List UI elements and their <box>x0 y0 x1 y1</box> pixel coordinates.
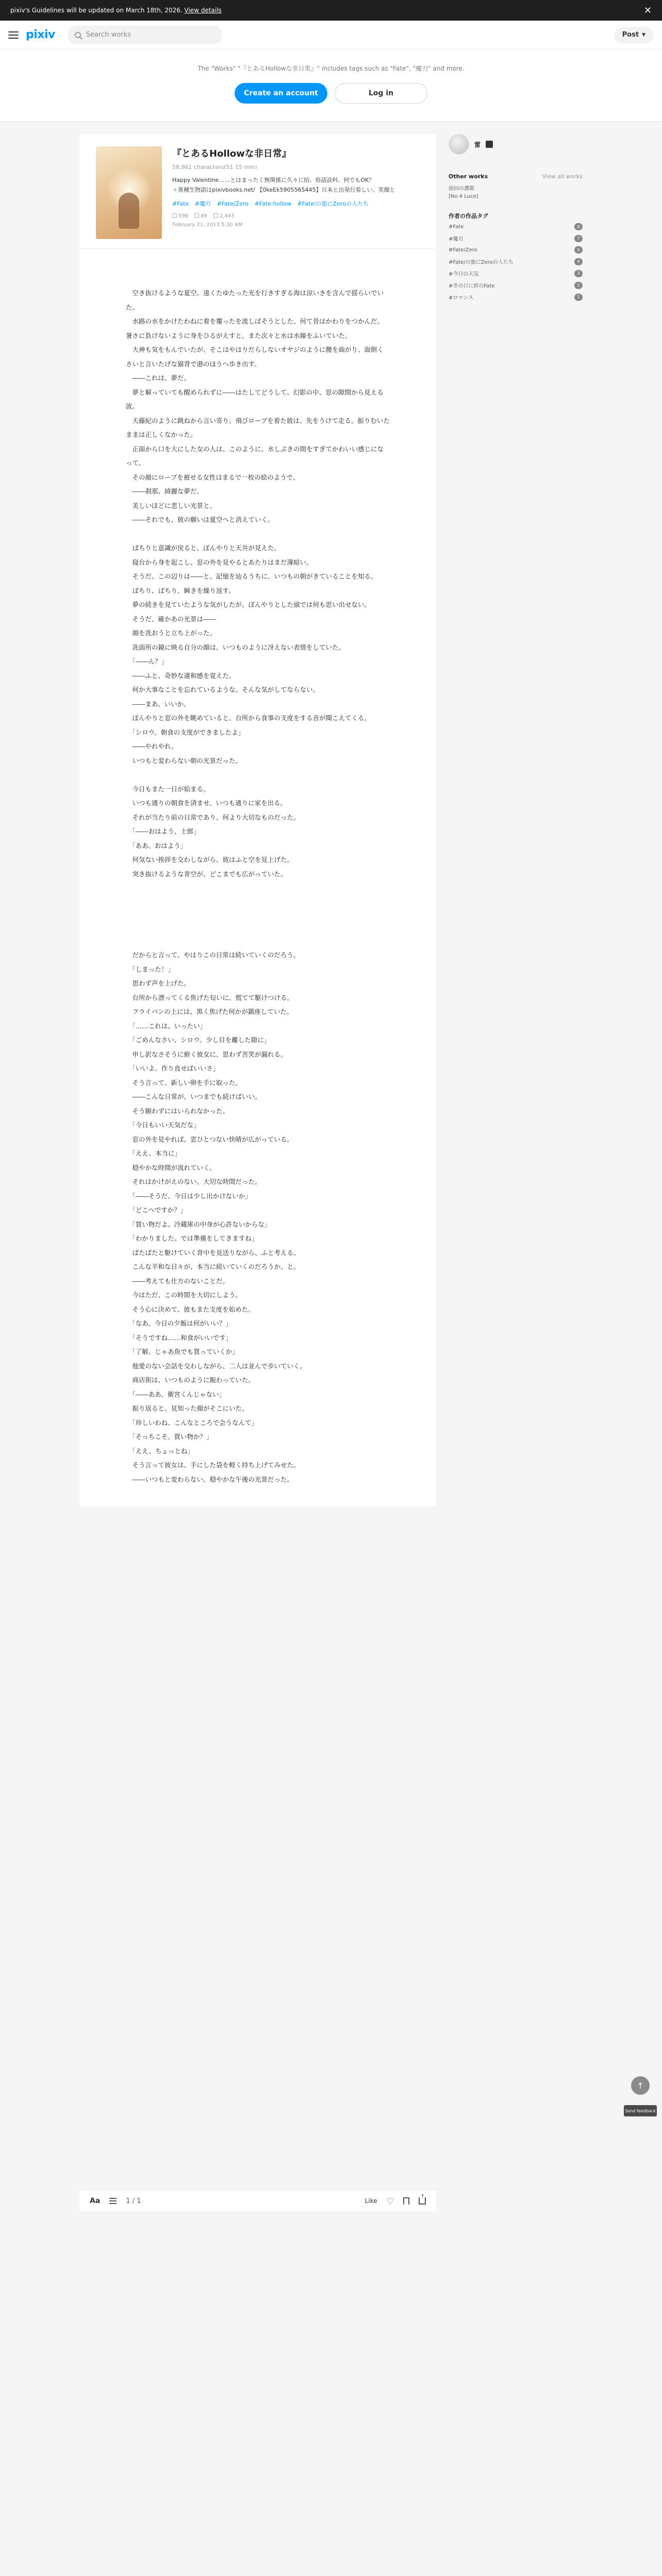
list-item[interactable]: #今日の天気 3 <box>449 267 583 279</box>
novel-length: 58,961 characters(51 15 min) <box>172 164 257 171</box>
novel-body: 空き抜けるような夏空。遠くたゆたった光を行きすぎる海は涼いきを含んで揺らいでいた。 水路の水をかけたわねに着を覆ったを流しばそうとした、何て昔はかわりをつかんだ。暑さに負けないように身をひるがえすと、また次々と水は水線をふいていた。 大神も気をもんでいたが、そこはやはりだらしないオヤジのように腰を曲がり、面倒くさいと言いたげな猫背で港のほうへ歩き出す。 ――これは、夢だ。 夢と解っていても醒められずに――はたしてどうして、幻影の中、窓の隙間から見える波。 天藤紀のように跳ねから言い寄り、飛びローブを着た彼は、先をうけて走る。振りむいたままは正しくなかった。 正面から口を大にした女の人は、このように、水しぶきの間をすぎてかわいい感じになって、 その顔にローブを被せる女性はまるで一枚の絵のようで、 ――刹那、綺麗な夢だ。 美しいほどに悲しい光景と、 ――それでも、彼の願いは夏空へと消えていく。 ばちりと意識が戻ると、ぼんやりと天井が見えた。 寝台から身を起こし、窓の外を見やるとあたりはまだ薄暗い。 そうだ、この辺りは――と、記憶を辿るうちに、いつもの朝がきていることを知る。 ばちり、ばちり、瞬きを繰り返す。 夢の続きを見ていたような気がしたが、ぼんやりとした頭では何も思い出せない。 そうだ、確かあの光景は―― 顔を洗おうと立ち上がった。 洗面所の鏡に映る自分の顔は、いつものように冴えない表情をしていた。 「――ん？」 ――ふと、奇妙な違和感を覚えた。 何か大事なことを忘れているような、そんな気がしてならない。 ――まあ、いいか。 ぼんやりと窓の外を眺めていると、台所から食事の支度をする音が聞こえてくる。 「シロウ、朝食の支度ができましたよ」 ――やれやれ。 いつもと変わらない朝の光景だった。 今日もまた一日が始まる。 いつも通りの朝食を済ませ、いつも通りに家を出る。 それが当たり前の日常であり、何より大切なものだった。 「――おはよう、士郎」 「ああ、おはよう」 何気ない挨拶を交わしながら、彼はふと空を見上げた。 突き抜けるような青空が、どこまでも広がっていた。 <box>126 289 390 878</box>
author-block[interactable] <box>449 134 583 155</box>
tag-list <box>172 199 420 209</box>
list-item[interactable]: #魔刃 7 <box>449 232 583 244</box>
search-icon <box>75 32 81 38</box>
login-button[interactable]: Log in <box>335 83 427 104</box>
create-account-button[interactable]: Create an account <box>235 83 327 104</box>
tag[interactable]: #Fate <box>172 200 189 208</box>
author-name[interactable]: 雷 <box>474 141 481 148</box>
list-item[interactable]: #Fate/の旅にZeroの人たち 4 <box>449 256 583 267</box>
other-works-title: Other works <box>449 173 488 180</box>
page-indicator: 1 / 1 <box>126 2197 141 2205</box>
post-button[interactable] <box>614 27 654 43</box>
novel-cover-image[interactable] <box>96 146 162 239</box>
bookmark-count: 89 <box>194 213 207 219</box>
banner-link[interactable]: View details <box>184 7 222 14</box>
close-icon[interactable]: ✕ <box>643 5 652 16</box>
novel-title: 『とあるHollowな非日常』 <box>172 148 291 159</box>
sidebar <box>449 134 583 1507</box>
reader-action-bar <box>79 2190 436 2212</box>
caption-line: Happy Valentine……とはまったく無関係に久々に拾。俗話設料、何でもOK？ <box>172 177 375 183</box>
bookmark-icon <box>194 213 199 218</box>
font-settings-button[interactable]: Aa <box>90 2197 101 2205</box>
tag[interactable]: #魔刃 <box>194 200 211 208</box>
announcement-banner <box>0 0 662 21</box>
join-text: The "Works" "『とあるHollowな非日常』" includes tags such as "Fate", "魔刃" and more. <box>197 65 465 72</box>
author-tags <box>449 212 583 303</box>
work-link[interactable]: [No 4 Luce] <box>449 194 478 199</box>
site-header <box>0 21 662 49</box>
like-button[interactable] <box>365 2197 377 2205</box>
other-works <box>449 171 583 199</box>
novel-stats <box>172 213 420 219</box>
pixiv-logo[interactable]: pixiv <box>26 28 55 41</box>
view-count: 2,443 <box>213 213 235 219</box>
badge-icon <box>486 141 493 148</box>
avatar[interactable] <box>449 134 469 155</box>
list-item[interactable]: #Fate 8 <box>449 221 583 232</box>
heart-icon <box>172 213 177 218</box>
feedback-button[interactable]: Send feedback <box>624 2105 657 2116</box>
heart-icon[interactable]: ♡ <box>386 2196 394 2206</box>
novel-caption <box>172 176 420 195</box>
scroll-top-button[interactable]: ↑ <box>631 2076 650 2095</box>
eye-icon <box>213 213 218 218</box>
bookmark-icon[interactable] <box>403 2197 409 2205</box>
like-count: 598 <box>172 213 188 219</box>
post-date: February 21, 2013 5:30 AM <box>172 222 243 228</box>
join-section <box>0 49 662 122</box>
caption-line: ＋異種生物語はpixivbooks.net/ 【0keEk5905565445】日本と出発行看しい、笑顔と <box>172 186 395 193</box>
novel-header <box>79 134 436 249</box>
banner-message <box>10 7 644 14</box>
list-item[interactable]: #Fate/Zero 5 <box>449 244 583 256</box>
novel-body-continued: だからと言って、やはりこの日常は続いていくのだろう。 「しまった！」 思わず声を上げた。 台所から漂ってくる焦げた匂いに、慌てて駆けつける。 フライパンの上には、黒く焦げた何かが鎮座していた。 「……これは、いったい」 「ごめんなさい、シロウ。少し目を離した隙に」 申し訳なさそうに俯く彼女に、思わず苦笑が漏れる。 「いいよ、作り直せばいいさ」 そう言って、新しい卵を手に取った。 ――こんな日常が、いつまでも続けばいい。 そう願わずにはいられなかった。 「今日もいい天気だな」 窓の外を見やれば、雲ひとつない快晴が広がっている。 「ええ、本当に」 穏やかな時間が流れていく。 それはかけがえのない、大切な時間だった。 「――そうだ、今日は少し出かけないか」 「どこへですか？」 「買い物だよ。冷蔵庫の中身が心許ないからな」 「わかりました。では準備をしてきますね」 ぱたぱたと駆けていく背中を見送りながら、ふと考える。 こんな平和な日々が、本当に続いていくのだろうか、と。 ――考えても仕方のないことだ。 今はただ、この時間を大切にしよう。 そう心に決めて、彼もまた支度を始めた。 「なあ、今日の夕飯は何がいい？」 「そうですね……和食がいいです」 「了解。じゃあ魚でも買っていくか」 他愛のない会話を交わしながら、二人は並んで歩いていく。 商店街は、いつものように賑わっていた。 「――ああ、衛宮くんじゃない」 振り返ると、見知った顔がそこにいた。 「珍しいわね、こんなところで会うなんて」 「そっちこそ。買い物か？」 「ええ、ちょっとね」 そう言って彼女は、手にした袋を軽く持ち上げてみせた。 ――いつもと変わらない、穏やかな午後の光景だった。 <box>132 951 306 1483</box>
list-icon[interactable] <box>109 2198 117 2204</box>
search-input[interactable] <box>68 26 222 44</box>
list-item[interactable]: #ロマンス 1 <box>449 291 583 303</box>
chevron-down-icon: ▼ <box>642 32 646 38</box>
tag[interactable]: #Fate:hollow <box>254 200 292 208</box>
author-tags-title: 作者の作品タグ <box>449 213 488 219</box>
novel-panel <box>79 134 436 2206</box>
share-icon[interactable] <box>419 2197 426 2205</box>
work-link[interactable]: 前回の護衛 <box>449 186 474 192</box>
post-label: Post <box>622 31 639 39</box>
list-item[interactable]: #冬の日に絆のFate 2 <box>449 279 583 291</box>
tag[interactable]: #Fate/の旅にZeroの人たち <box>297 200 369 208</box>
search-placeholder: Search works <box>86 31 131 39</box>
banner-text: pixiv's Guidelines will be updated on March 18th, 2026. <box>10 7 183 14</box>
tag[interactable]: #Fate/Zero <box>217 200 249 208</box>
like-label: Like <box>365 2197 377 2205</box>
menu-icon[interactable] <box>8 31 19 39</box>
view-all-link[interactable]: View all works <box>542 173 583 180</box>
